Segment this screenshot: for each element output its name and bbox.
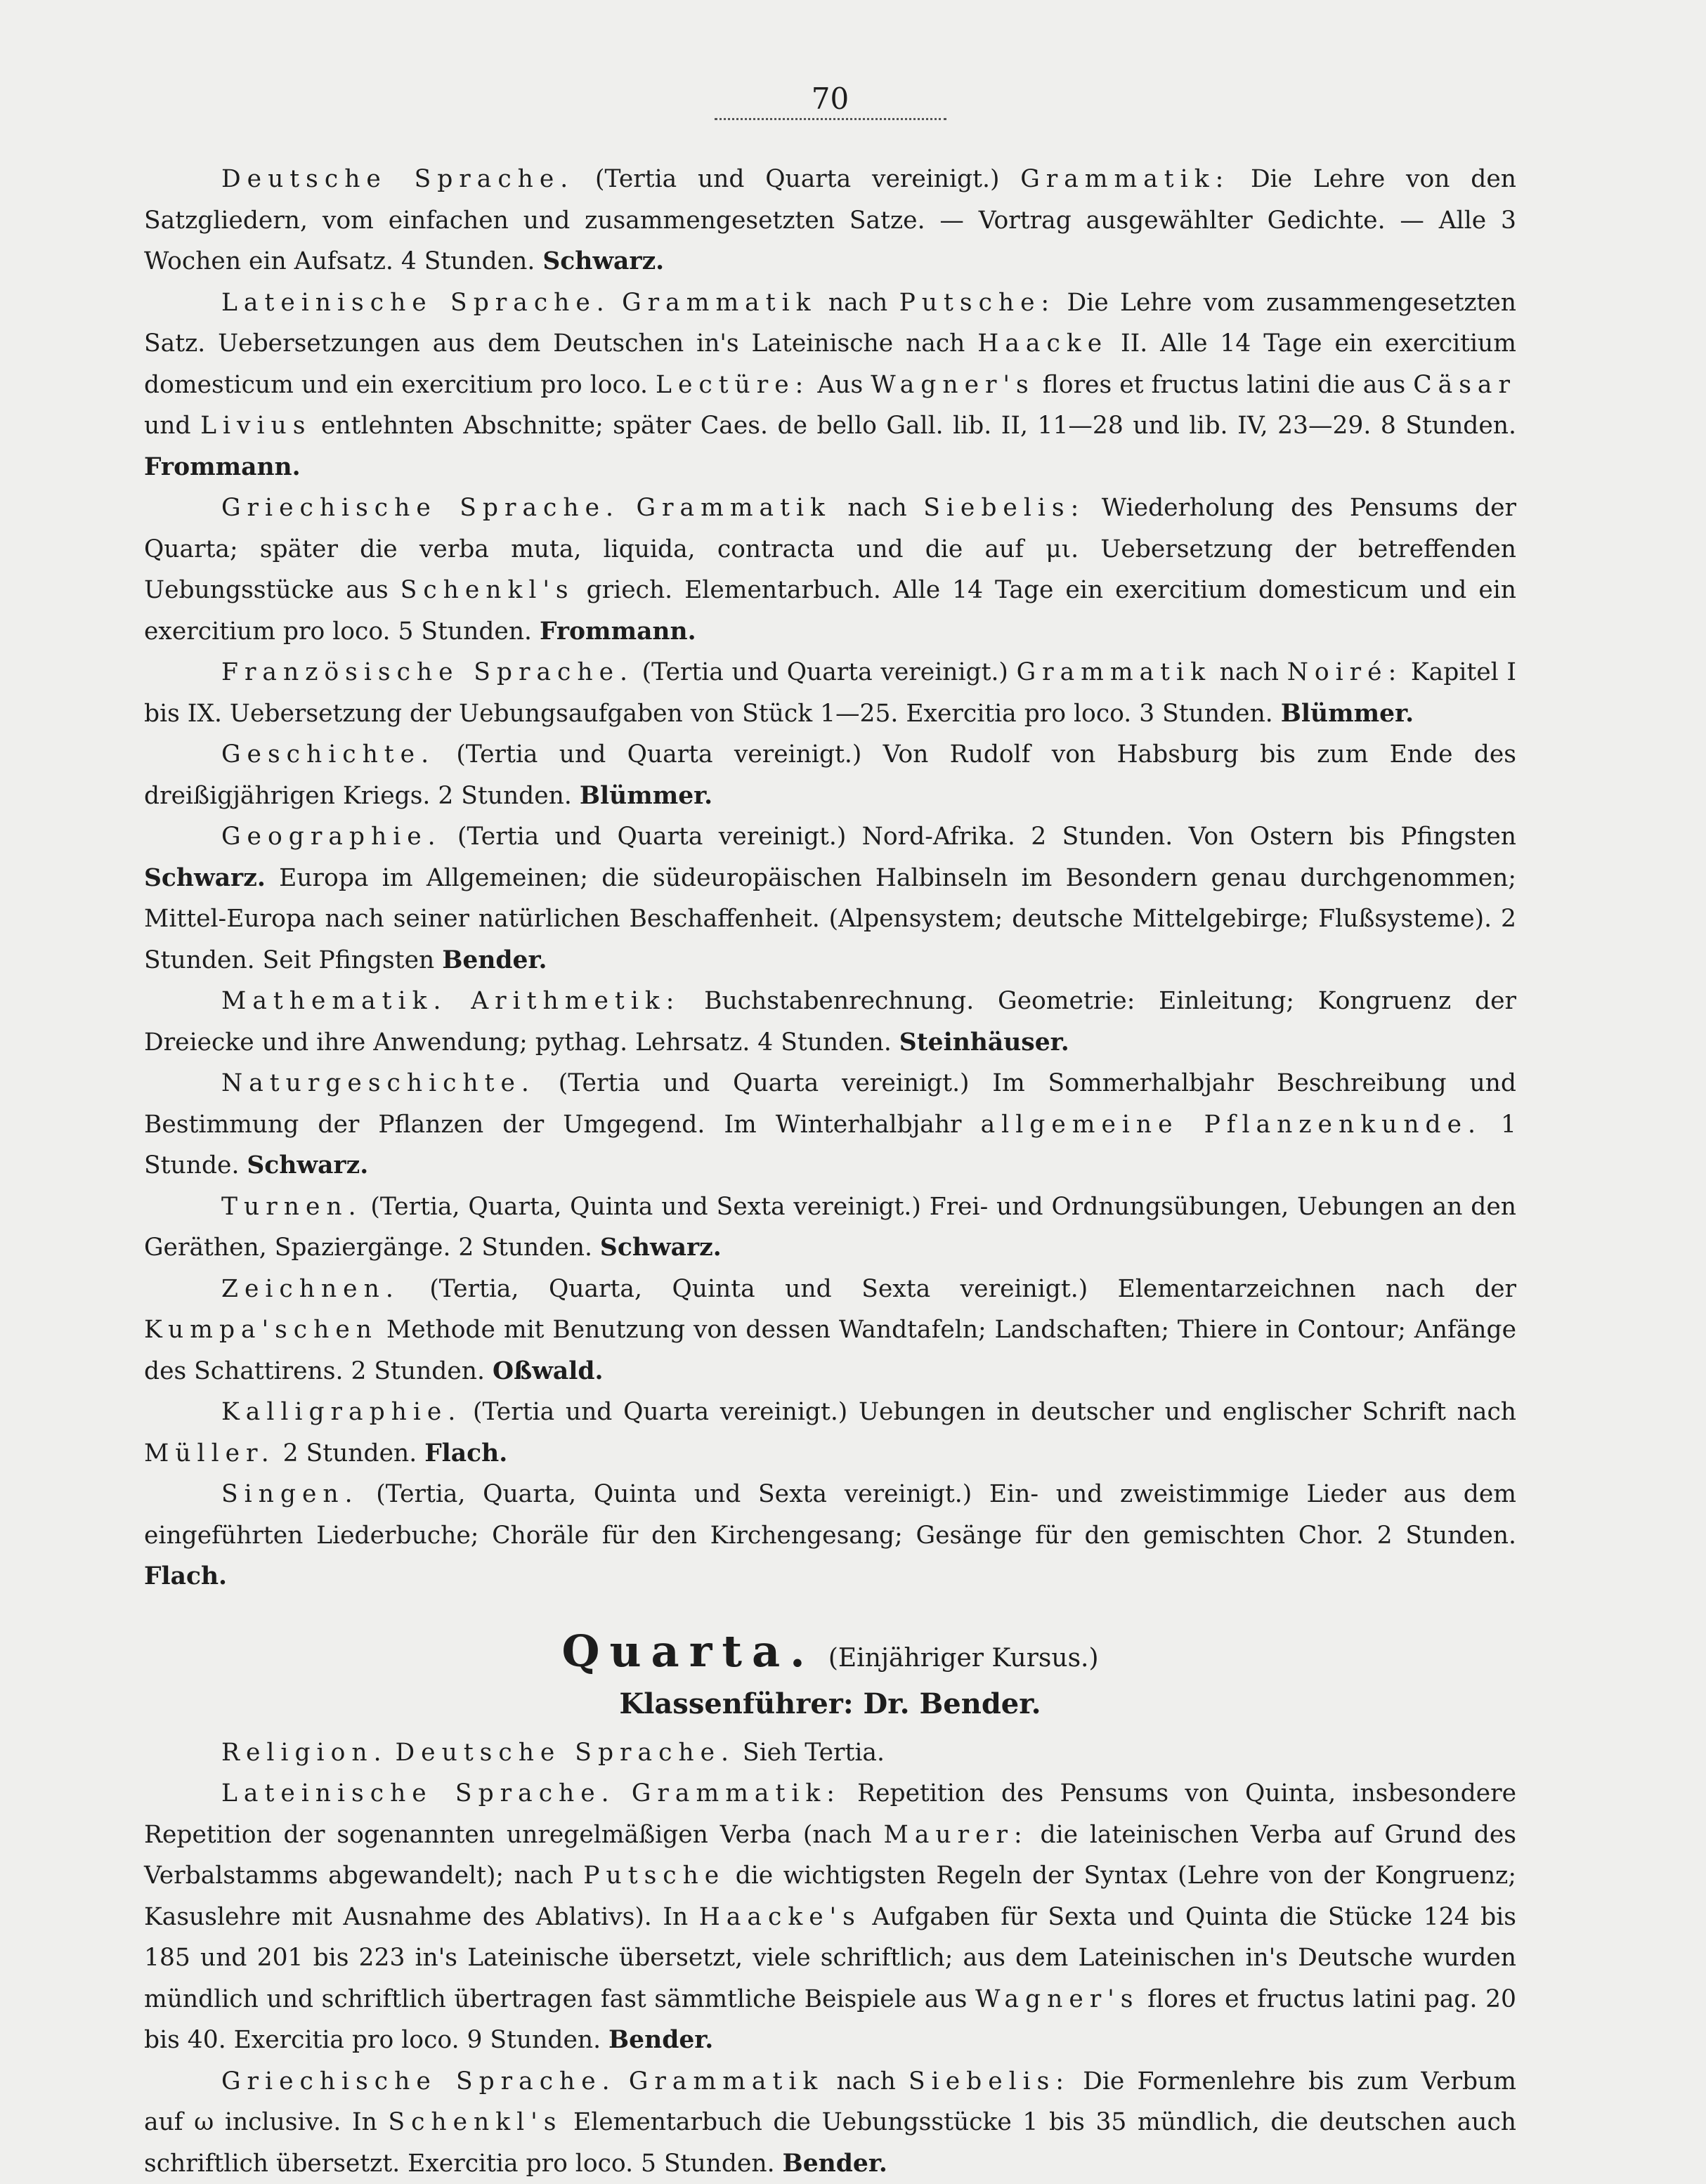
paragraph-religion: [144, 1732, 1516, 1774]
spaced-term: Geographie.: [221, 823, 442, 851]
text-run: Aus: [809, 371, 871, 399]
quarta-heading: [144, 1630, 1516, 1673]
spaced-term: Grammatik: [1017, 658, 1211, 686]
spaced-term: Zeichnen.: [221, 1275, 400, 1303]
tertia-section: [144, 159, 1516, 1597]
text-run: [388, 1739, 396, 1767]
paragraph-turnen: [144, 1186, 1516, 1269]
text-run: Die Lehre vom zusammengesetzten Satz. Uebersetzungen aus dem Deutschen in's Lateinische nach: [144, 289, 1516, 358]
paragraph-quarta-lateinische-sprache: [144, 1773, 1516, 2061]
spaced-term: Siebelis:: [909, 2067, 1070, 2095]
spaced-term: Griechische Sprache.: [221, 2067, 616, 2095]
text-run: Elementarbuch die Uebungsstücke 1 bis 35 mündlich, die deutschen auch schriftlich übersetzt. Exercitia pro loco. 5 Stunden.: [144, 2108, 1516, 2178]
paragraph-mathematik: [144, 981, 1516, 1063]
spaced-term: Grammatik: [629, 2067, 823, 2095]
spaced-term: Lateinische Sprache.: [221, 289, 611, 317]
text-run: Europa im Allgemeinen; die südeuropäischen Halbinseln im Besondern genau durchgenommen; Mittel-Europa nach seiner natürlichen Beschaffenheit. (Alpensystem; deutsche Mittelgebirge; Flußsysteme). 2 Stunden. Seit Pfingsten: [144, 864, 1516, 974]
paragraph-singen: [144, 1474, 1516, 1597]
teacher-name: Blümmer.: [1281, 700, 1414, 728]
spaced-term: Haacke: [977, 329, 1108, 358]
spaced-term: Wagner's: [871, 371, 1034, 399]
text-run: (Tertia, Quarta, Quinta und Sexta vereinigt.) Frei- und Ordnungsübungen, Uebungen an den Geräthen, Spaziergänge. 2 Stunden.: [144, 1193, 1516, 1262]
spaced-term: Grammatik: [636, 494, 831, 522]
spaced-term: Arithmetik:: [471, 987, 680, 1015]
text-run: [616, 2067, 629, 2095]
text-run: Aufgaben für Sexta und Quinta die Stücke 124 bis 185 und 201 bis 223 in's Lateinische übersetzt, viele schriftlich; aus dem Lateinischen in's Deutsche wurden mündlich und schriftlich übertragen fast sämmtliche Beispiele aus: [144, 1903, 1516, 2013]
text-run: Wiederholung des Pensums der Quarta; später die verba muta, liquida, contracta und die auf μι. Uebersetzung der betreffenden Uebungsstücke aus: [144, 494, 1516, 604]
spaced-term: Haacke's: [699, 1903, 861, 1931]
text-run: Die Formenlehre bis zum Verbum auf ω inclusive. In: [144, 2067, 1516, 2137]
spaced-term: Grammatik: [622, 289, 816, 317]
spaced-term: Cäsar: [1413, 371, 1516, 399]
paragraph-franzoesische-sprache: [144, 652, 1516, 734]
spaced-term: Noiré:: [1287, 658, 1403, 686]
page-number: 70: [144, 84, 1516, 114]
section-title: Quarta.: [561, 1626, 814, 1677]
spaced-term: Naturgeschichte.: [221, 1069, 535, 1097]
teacher-name: Flach.: [144, 1562, 227, 1590]
teacher-name: Steinhäuser.: [899, 1028, 1069, 1057]
text-run: 2 Stunden.: [275, 1439, 424, 1467]
teacher-name: Schwarz.: [144, 864, 266, 892]
paragraph-kalligraphie: [144, 1392, 1516, 1474]
spaced-term: Wagner's: [975, 1985, 1139, 2013]
text-run: die lateinischen Verba auf Grund des Verbalstamms abgewandelt); nach: [144, 1821, 1516, 1890]
text-run: (Tertia und Quarta vereinigt.) Nord-Afrika. 2 Stunden. Von Ostern bis Pfingsten: [442, 823, 1516, 851]
paragraph-geschichte: [144, 734, 1516, 816]
spaced-term: Schenkl's: [401, 576, 575, 604]
teacher-name: Blümmer.: [580, 782, 712, 810]
text-run: flores et fructus latini die aus: [1035, 371, 1414, 399]
teacher-name: Bender.: [442, 946, 547, 974]
text-run: griech. Elementarbuch. Alle 14 Tage ein exercitium domesticum und ein exercitium pro loco. 5 Stunden.: [144, 576, 1516, 646]
spaced-term: Putsche: [583, 1862, 725, 1890]
text-run: [447, 987, 471, 1015]
paragraph-lateinische-sprache: [144, 282, 1516, 488]
spaced-term: Siebelis:: [923, 494, 1085, 522]
text-run: Methode mit Benutzung von dessen Wandtafeln; Landschaften; Thiere in Contour; Anfänge des Schattirens. 2 Stunden.: [144, 1316, 1516, 1385]
text-run: Sieh Tertia.: [735, 1739, 885, 1767]
spaced-term: Putsche:: [899, 289, 1056, 317]
text-run: (Tertia und Quarta vereinigt.) Von Rudolf von Habsburg bis zum Ende des dreißigjährigen Kriegs. 2 Stunden.: [144, 740, 1516, 810]
spaced-term: Deutsche Sprache.: [396, 1739, 736, 1767]
spaced-term: Geschichte.: [221, 740, 435, 769]
teacher-name: Schwarz.: [600, 1234, 722, 1262]
text-run: (Tertia, Quarta, Quinta und Sexta vereinigt.) Elementarzeichnen nach der: [400, 1275, 1516, 1303]
teacher-name: Schwarz.: [247, 1151, 368, 1179]
text-run: Die Lehre von den Satzgliedern, vom einfachen und zusammengesetzten Satze. — Vortrag ausgewählter Gedichte. — Alle 3 Wochen ein Aufsatz. 4 Stunden.: [144, 165, 1516, 275]
spaced-term: allgemeine Pflanzenkunde.: [981, 1111, 1482, 1139]
teacher-name: Bender.: [608, 2026, 713, 2054]
spaced-term: Kumpa'schen: [144, 1316, 378, 1344]
text-run: Repetition des Pensums von Quinta, insbesondere Repetition der sogenannten unregelmäßigen Verba (nach: [144, 1779, 1516, 1849]
teacher-name: Frommann.: [144, 453, 301, 481]
header-rule: [715, 118, 946, 120]
spaced-term: Religion.: [221, 1739, 388, 1767]
text-run: [616, 1779, 632, 1807]
section-subtitle: (Einjähriger Kursus.): [828, 1644, 1099, 1673]
text-run: Buchstabenrechnung. Geometrie: Einleitung; Kongruenz der Dreiecke und ihre Anwendung; pythag. Lehrsatz. 4 Stunden.: [144, 987, 1516, 1057]
text-run: flores et fructus latini pag. 20 bis 40. Exercitia pro loco. 9 Stunden.: [144, 1985, 1516, 2055]
teacher-name: Flach.: [424, 1439, 507, 1467]
spaced-term: Lectüre:: [656, 371, 809, 399]
spaced-term: Müller.: [144, 1439, 275, 1467]
spaced-term: Maurer:: [884, 1821, 1029, 1849]
text-run: entlehnten Abschnitte; später Caes. de bello Gall. lib. II, 11—28 und lib. IV, 23—29. 8 Stunden.: [311, 412, 1516, 440]
paragraph-zeichnen: [144, 1269, 1516, 1392]
text-run: 1 Stunde.: [144, 1111, 1516, 1180]
teacher-name: Oßwald.: [493, 1357, 604, 1385]
spaced-term: Schenkl's: [388, 2108, 562, 2136]
text-run: (Tertia und Quarta vereinigt.) Im Sommerhalbjahr Beschreibung und Bestimmung der Pflanzen der Umgegend. Im Winterhalbjahr: [144, 1069, 1516, 1139]
klassenfuehrer-line: Klassenführer: Dr. Bender.: [144, 1686, 1516, 1722]
text-run: nach: [823, 2067, 909, 2095]
teacher-name: Frommann.: [540, 617, 696, 646]
text-run: [620, 494, 637, 522]
spaced-term: Grammatik:: [1020, 165, 1230, 193]
text-run: (Tertia und Quarta vereinigt.) Uebungen in deutscher und englischer Schrift nach: [462, 1398, 1516, 1426]
spaced-term: Griechische Sprache.: [221, 494, 620, 522]
spaced-term: Turnen.: [221, 1193, 363, 1221]
text-run: [611, 289, 622, 317]
text-run: (Tertia und Quarta vereinigt.): [574, 165, 1020, 193]
spaced-term: Mathematik.: [221, 987, 447, 1015]
text-run: nach: [831, 494, 923, 522]
spaced-term: Grammatik:: [632, 1779, 841, 1807]
text-run: nach: [817, 289, 899, 317]
spaced-term: Lateinische Sprache.: [221, 1779, 616, 1807]
spaced-term: Französische Sprache.: [221, 658, 634, 686]
paragraph-quarta-griechische-sprache: [144, 2061, 1516, 2184]
paragraph-deutsche-sprache: [144, 159, 1516, 282]
text-run: nach: [1211, 658, 1287, 686]
text-run: und: [144, 412, 200, 440]
quarta-section: [144, 1732, 1516, 2184]
text-run: (Tertia und Quarta vereinigt.): [634, 658, 1017, 686]
text-run: die wichtigsten Regeln der Syntax (Lehre von der Kongruenz; Kasuslehre mit Ausnahme des Ablativs). In: [144, 1862, 1516, 1931]
teacher-name: Schwarz.: [542, 247, 664, 275]
spaced-term: Livius: [200, 412, 311, 440]
spaced-term: Deutsche Sprache.: [221, 165, 574, 193]
teacher-name: Bender.: [783, 2150, 887, 2178]
spaced-term: Kalligraphie.: [221, 1398, 462, 1426]
paragraph-geographie: [144, 816, 1516, 981]
paragraph-naturgeschichte: [144, 1063, 1516, 1186]
text-run: Kapitel I bis IX. Uebersetzung der Uebungsaufgaben von Stück 1—25. Exercitia pro loco. 3 Stunden.: [144, 658, 1516, 728]
text-run: (Tertia, Quarta, Quinta und Sexta vereinigt.) Ein- und zweistimmige Lieder aus dem eingeführten Liederbuche; Choräle für den Kirchengesang; Gesänge für den gemischten Chor. 2 Stunden.: [144, 1480, 1516, 1550]
spaced-term: Singen.: [221, 1480, 359, 1508]
paragraph-griechische-sprache: [144, 488, 1516, 652]
text-run: II. Alle 14 Tage ein exercitium domesticum und ein exercitium pro loco.: [144, 329, 1516, 399]
